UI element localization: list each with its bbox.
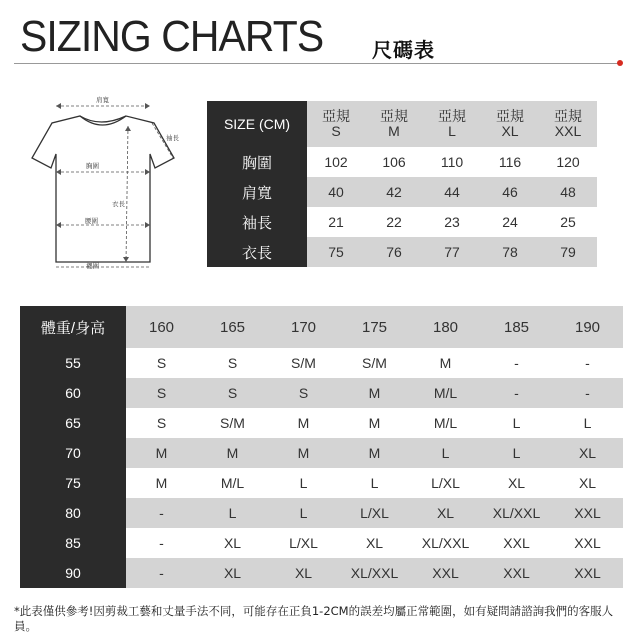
- measurement-table: [207, 101, 597, 147]
- table-row: [207, 237, 597, 267]
- size-col-header: 亞規 L: [423, 101, 481, 147]
- height-col-header: 175: [339, 306, 410, 348]
- fit-cell: -: [126, 498, 197, 528]
- fit-cell: M/L: [410, 408, 481, 438]
- table-row: [207, 101, 597, 147]
- fit-cell: S: [126, 348, 197, 378]
- fit-cell: S/M: [197, 408, 268, 438]
- fit-cell: -: [552, 378, 623, 408]
- fit-cell: L: [481, 408, 552, 438]
- fit-cell: L: [197, 498, 268, 528]
- fit-cell: XL: [481, 468, 552, 498]
- label-chest: 胸圍: [86, 162, 99, 170]
- measure-label: 衣長: [207, 237, 307, 267]
- fit-cell: M/L: [197, 468, 268, 498]
- weight-label: 65: [20, 408, 126, 438]
- measure-label: 胸圍: [207, 147, 307, 177]
- fit-cell: XL/XXL: [410, 528, 481, 558]
- tshirt-outline: [32, 116, 174, 262]
- height-col-header: 180: [410, 306, 481, 348]
- fit-cell: XXL: [481, 558, 552, 588]
- table-row: [20, 528, 623, 558]
- fit-cell: M: [197, 438, 268, 468]
- measure-cell: 106: [365, 147, 423, 177]
- fit-cell: L: [552, 408, 623, 438]
- table-row: [20, 408, 623, 438]
- fit-cell: L: [410, 438, 481, 468]
- measure-cell: 76: [365, 237, 423, 267]
- measure-cell: 24: [481, 207, 539, 237]
- measure-cell: 116: [481, 147, 539, 177]
- measure-cell: 120: [539, 147, 597, 177]
- fit-cell: XL: [552, 468, 623, 498]
- table-row: [20, 306, 623, 348]
- measure-cell: 75: [307, 237, 365, 267]
- weight-label: 55: [20, 348, 126, 378]
- tshirt-collar: [80, 116, 126, 125]
- size-col-header: 亞規 XL: [481, 101, 539, 147]
- weight-label: 75: [20, 468, 126, 498]
- height-col-header: 165: [197, 306, 268, 348]
- fit-cell: XXL: [410, 558, 481, 588]
- weight-label: 90: [20, 558, 126, 588]
- measure-cell: 78: [481, 237, 539, 267]
- fit-cell: S: [268, 378, 339, 408]
- fit-cell: XL: [552, 438, 623, 468]
- measure-cell: 23: [423, 207, 481, 237]
- fit-cell: XXL: [552, 528, 623, 558]
- fit-cell: L: [268, 468, 339, 498]
- table-row: [20, 438, 623, 468]
- size-cm-header: SIZE (CM): [207, 101, 307, 147]
- label-hem: 襬圍: [86, 262, 99, 270]
- measure-cell: 40: [307, 177, 365, 207]
- fit-cell: S: [197, 348, 268, 378]
- measure-cell: 22: [365, 207, 423, 237]
- fit-cell: XL: [197, 528, 268, 558]
- fit-cell: L/XL: [268, 528, 339, 558]
- label-shoulder: 肩寬: [96, 96, 109, 104]
- fit-cell: XL: [197, 558, 268, 588]
- fit-cell: -: [126, 558, 197, 588]
- fit-cell: L: [268, 498, 339, 528]
- measure-cell: 46: [481, 177, 539, 207]
- fit-cell: S: [197, 378, 268, 408]
- measure-cell: 48: [539, 177, 597, 207]
- fit-cell: L/XL: [339, 498, 410, 528]
- fit-cell: M: [126, 468, 197, 498]
- fit-cell: L/XL: [410, 468, 481, 498]
- weight-label: 60: [20, 378, 126, 408]
- length-arrow: [126, 126, 128, 262]
- fit-cell: M: [339, 438, 410, 468]
- label-sleeve: 袖長: [166, 134, 179, 142]
- fit-cell: M: [268, 438, 339, 468]
- fit-cell: -: [481, 378, 552, 408]
- fit-cell: XL: [268, 558, 339, 588]
- fit-cell: XXL: [481, 528, 552, 558]
- measure-label: 肩寬: [207, 177, 307, 207]
- table-row: [207, 207, 597, 237]
- fit-table: [20, 306, 623, 588]
- fit-cell: XL: [339, 528, 410, 558]
- height-col-header: 160: [126, 306, 197, 348]
- measure-cell: 21: [307, 207, 365, 237]
- measurement-table-body: [207, 147, 597, 267]
- size-col-header: 亞規 M: [365, 101, 423, 147]
- page-title: SIZING CHARTS: [20, 12, 324, 61]
- fit-cell: S/M: [339, 348, 410, 378]
- fit-cell: XL/XXL: [339, 558, 410, 588]
- table-row: [207, 177, 597, 207]
- fit-cell: -: [481, 348, 552, 378]
- size-col-header: 亞規 S: [307, 101, 365, 147]
- fit-cell: M/L: [410, 378, 481, 408]
- fit-cell: XL/XXL: [481, 498, 552, 528]
- title-divider: [14, 63, 620, 64]
- fit-cell: XXL: [552, 558, 623, 588]
- accent-dot: [617, 60, 623, 66]
- table-row: [20, 378, 623, 408]
- weight-label: 80: [20, 498, 126, 528]
- fit-cell: M: [339, 408, 410, 438]
- fit-cell: S: [126, 408, 197, 438]
- fit-cell: -: [552, 348, 623, 378]
- fit-cell: M: [268, 408, 339, 438]
- fit-cell: -: [126, 528, 197, 558]
- table-row: [20, 468, 623, 498]
- measure-cell: 42: [365, 177, 423, 207]
- table-row: [20, 498, 623, 528]
- weight-label: 85: [20, 528, 126, 558]
- disclaimer-note: *此表僅供參考!因剪裁工藝和丈量手法不同，可能存在正負1-2CM的誤差均屬正常範圍，如有疑問請諮詢我們的客服人員。: [14, 604, 614, 633]
- fit-cell: S/M: [268, 348, 339, 378]
- height-col-header: 170: [268, 306, 339, 348]
- weight-height-header: 體重/身高: [20, 306, 126, 348]
- table-row: [20, 348, 623, 378]
- fit-cell: XL: [410, 498, 481, 528]
- fit-cell: M: [339, 378, 410, 408]
- table-row: [207, 147, 597, 177]
- fit-cell: L: [339, 468, 410, 498]
- fit-cell: S: [126, 378, 197, 408]
- size-col-header: 亞規 XXL: [539, 101, 597, 147]
- table-row: [20, 558, 623, 588]
- measure-cell: 77: [423, 237, 481, 267]
- measure-label: 袖長: [207, 207, 307, 237]
- measure-cell: 25: [539, 207, 597, 237]
- fit-cell: XXL: [552, 498, 623, 528]
- height-col-header: 190: [552, 306, 623, 348]
- page-subtitle: 尺碼表: [372, 38, 435, 62]
- height-col-header: 185: [481, 306, 552, 348]
- measure-cell: 44: [423, 177, 481, 207]
- tshirt-diagram: [28, 90, 198, 270]
- fit-cell: M: [410, 348, 481, 378]
- label-length: 衣長: [112, 200, 125, 208]
- label-waist: 腰圍: [85, 217, 98, 225]
- fit-cell: M: [126, 438, 197, 468]
- measure-cell: 102: [307, 147, 365, 177]
- measure-cell: 79: [539, 237, 597, 267]
- measure-cell: 110: [423, 147, 481, 177]
- weight-label: 70: [20, 438, 126, 468]
- fit-cell: L: [481, 438, 552, 468]
